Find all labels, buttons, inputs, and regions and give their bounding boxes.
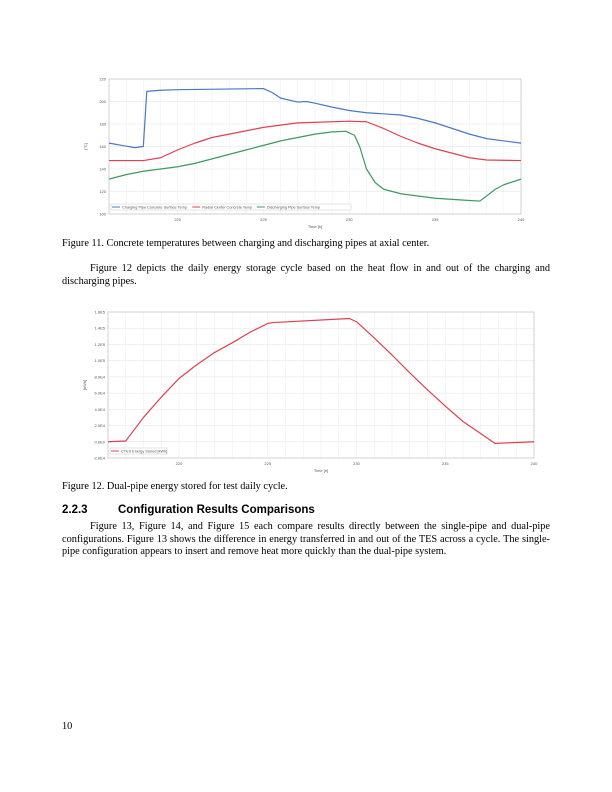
x-tick-label: 240 [517,217,525,222]
y-tick-label: 180 [99,121,106,127]
figure-12-caption: Figure 12. Dual-pipe energy stored for test daily cycle. [62,481,288,492]
y-tick-label: 2.0E4 [94,423,105,429]
legend-label: Discharging Pipe Surface Temp [266,205,321,210]
y-tick-label: 220 [99,76,106,82]
x-tick-label: 225 [264,461,272,466]
section-number: 2.2.3 [62,504,88,516]
x-tick-label: 225 [260,217,267,222]
x-tick-label: 235 [431,217,439,222]
y-tick-label: 0.0E0 [94,439,105,445]
section-title: Configuration Results Comparisons [118,504,315,516]
x-axis-label: Time [h] [307,224,323,229]
y-tick-label: 160 [99,144,106,149]
legend-label: CTES Energy Stored [kWh] [121,449,168,454]
y-tick-label: 8.0E4 [94,374,105,380]
y-tick-label: 1.0E5 [94,358,105,364]
x-tick-label: 220 [174,217,182,222]
x-tick-label: 230 [353,461,360,466]
y-axis-label: [kWh] [82,379,87,391]
paragraph-configuration-comparison: Figure 13, Figure 14, and Figure 15 each compare results directly between the single-pipe and dual-pipe configurations. Figure 13 shows the difference in energy transferred in and out of the TES across a cycle. The single-pipe configuration appears to insert and remove heat more quickly than the dual-pipe system. [62,521,550,558]
y-tick-label: 100 [99,211,106,217]
y-tick-label: 6.0E4 [94,390,105,396]
paragraph-figure-12-intro: Figure 12 depicts the daily energy storage cycle based on the heat flow in and out of the charging and discharging pipes. [62,263,550,287]
x-tick-label: 240 [530,461,538,466]
y-tick-label: 1.6E5 [94,309,105,315]
page-number: 10 [62,721,73,732]
figure-11-caption: Figure 11. Concrete temperatures between charging and discharging pipes at axial center. [62,238,430,249]
y-tick-label: 1.4E5 [94,325,105,331]
section-heading [62,504,315,516]
y-tick-label: -2.0E4 [93,455,105,461]
y-tick-label: 1.2E5 [94,341,105,347]
x-axis-label: Time [h] [313,468,329,473]
y-axis-label: [°C] [83,143,88,150]
y-tick-label: 140 [99,166,106,172]
y-tick-label: 120 [99,189,106,194]
y-tick-label: 200 [99,99,106,104]
x-tick-label: 235 [441,461,449,466]
x-tick-label: 230 [345,217,353,222]
x-tick-label: 220 [175,461,183,466]
y-tick-label: 4.0E4 [94,406,105,412]
legend-label: Radial Center Concrete Temp [202,205,253,210]
legend-label: Charging Pipe Concrete Surface Temp [122,205,187,210]
